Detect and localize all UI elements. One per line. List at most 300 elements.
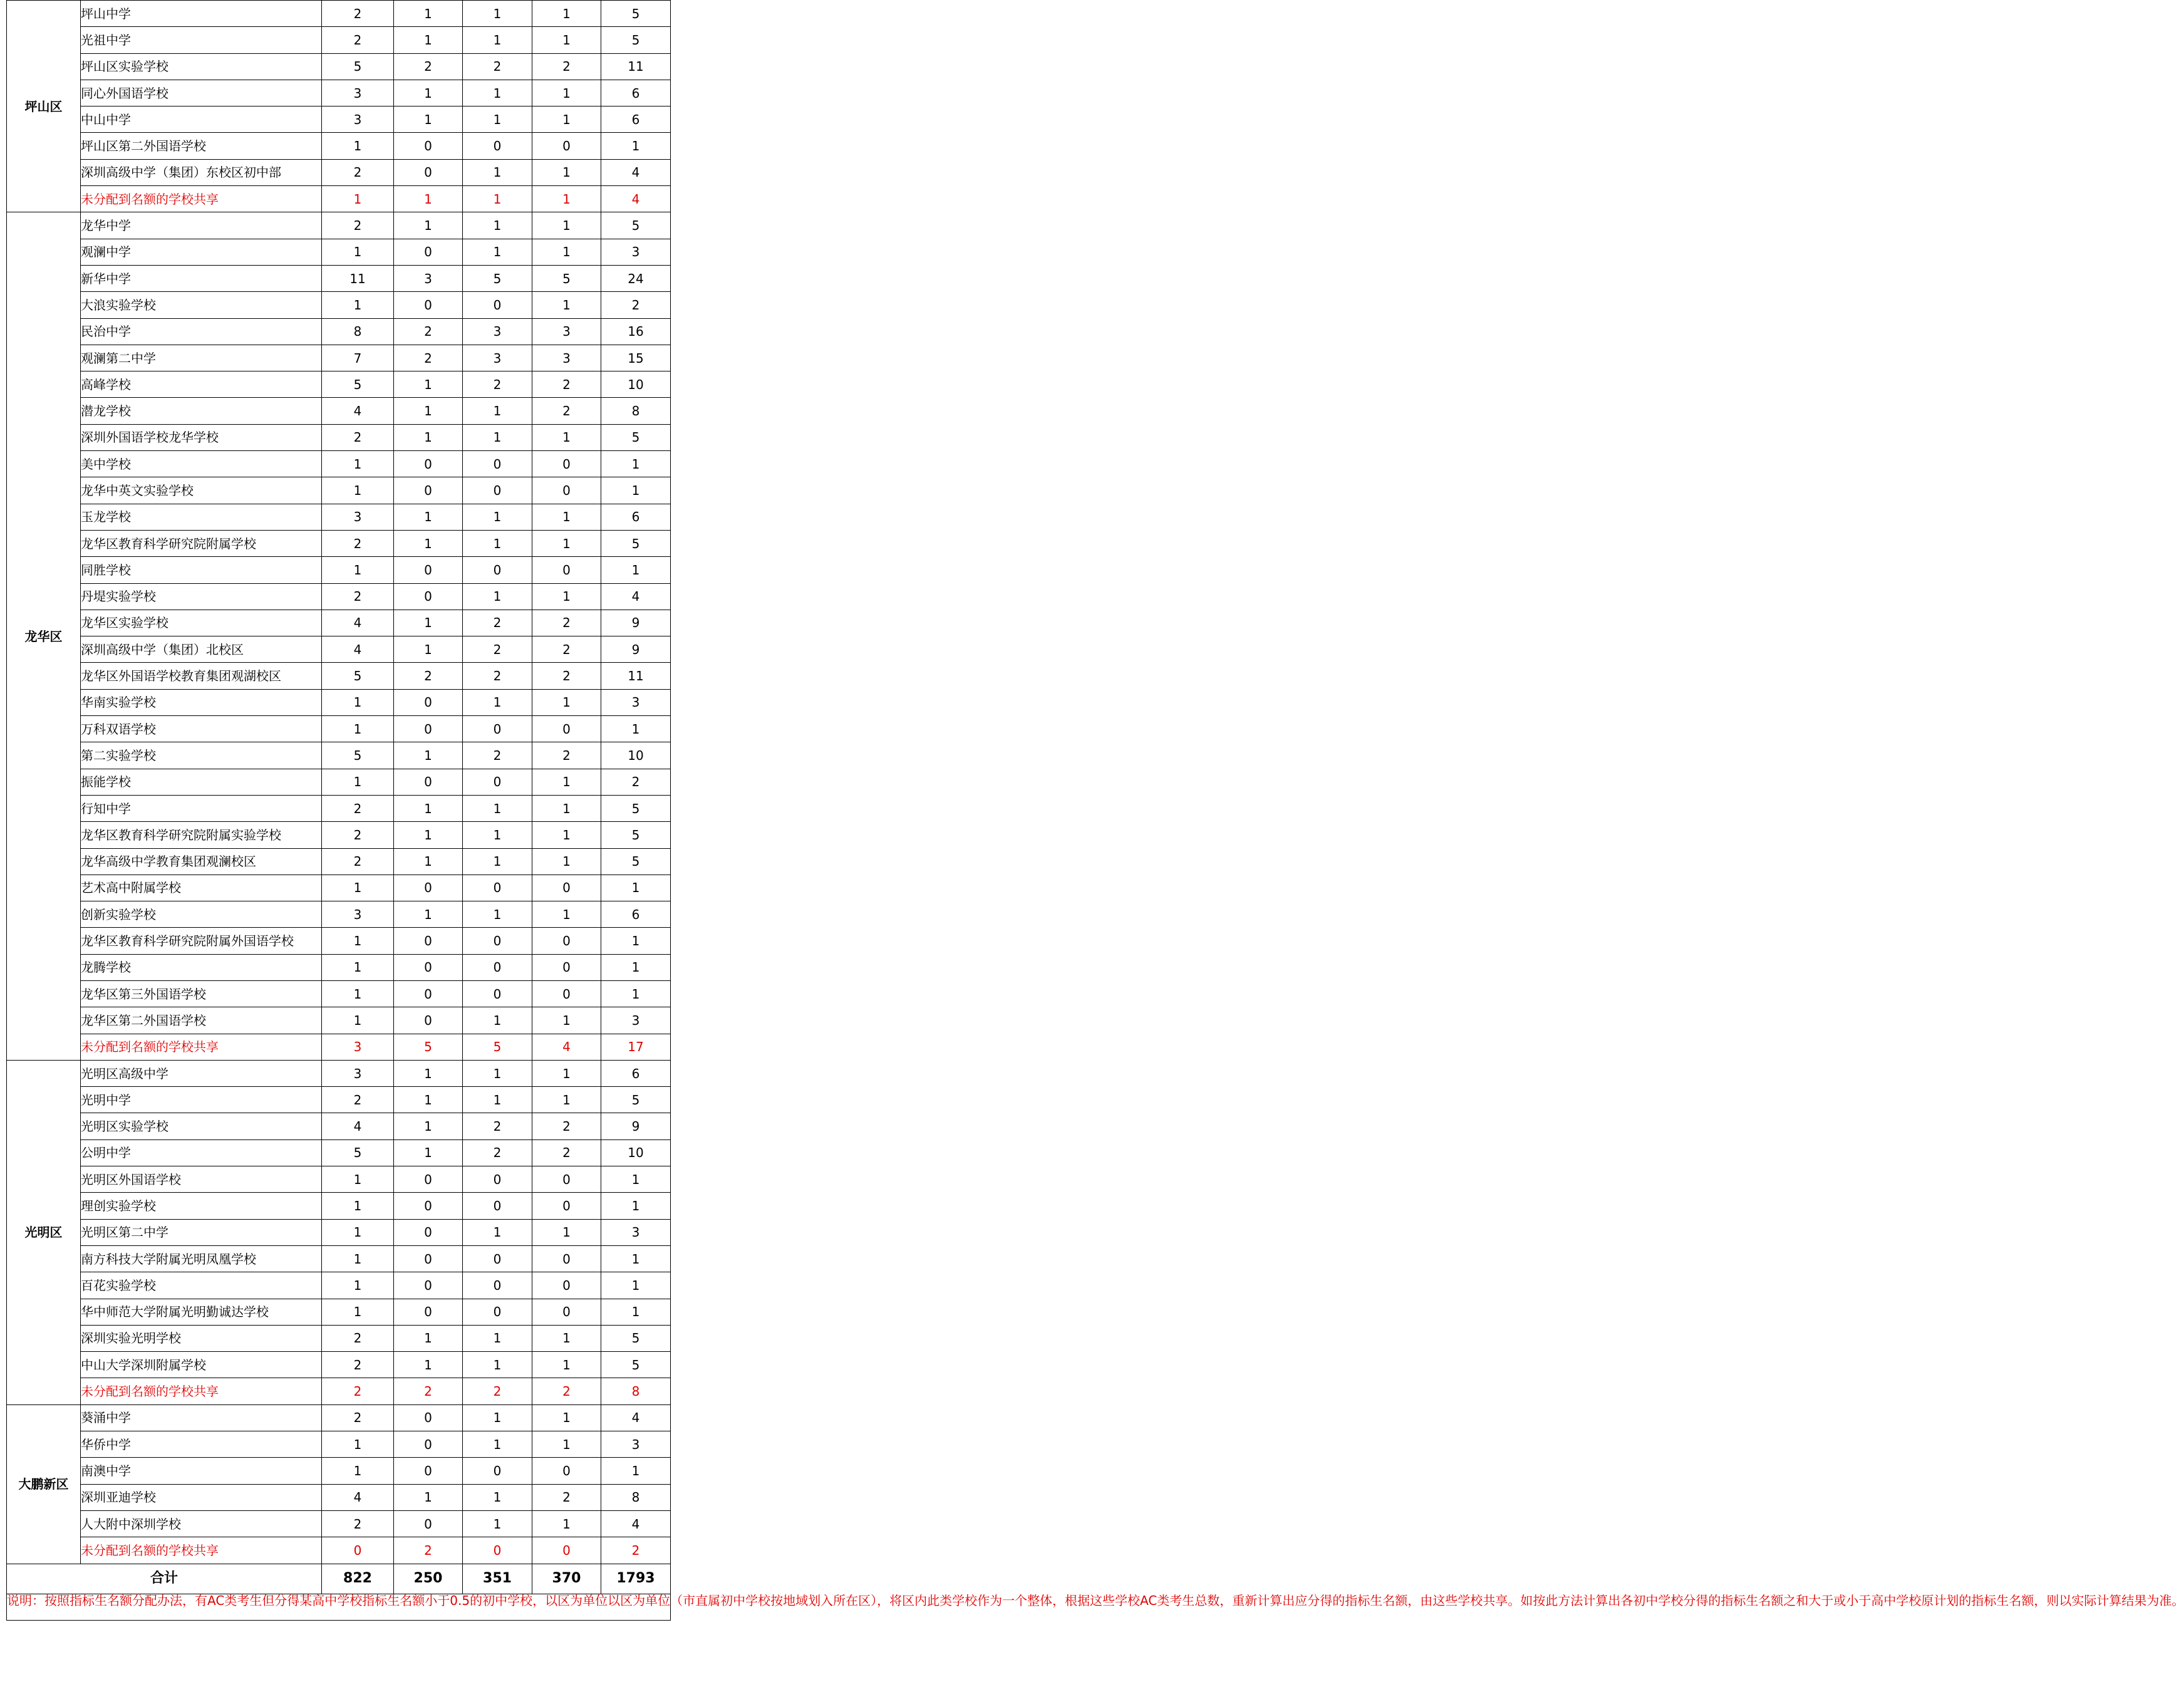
quota-cell: 1 (532, 901, 601, 928)
quota-cell: 2 (463, 636, 532, 663)
quota-cell: 3 (322, 901, 394, 928)
quota-cell: 0 (394, 1193, 463, 1219)
quota-cell: 0 (394, 133, 463, 159)
quota-cell: 0 (463, 557, 532, 583)
quota-cell: 3 (463, 345, 532, 371)
quota-cell: 0 (532, 1193, 601, 1219)
total-row (7, 1564, 671, 1594)
quota-cell: 1 (463, 848, 532, 875)
quota-cell: 1 (394, 186, 463, 212)
quota-cell: 1 (394, 1484, 463, 1510)
quota-cell: 1 (532, 795, 601, 821)
note-row (7, 1594, 671, 1620)
table-row (7, 1087, 671, 1113)
quota-cell: 5 (601, 1352, 671, 1378)
table-row (7, 1219, 671, 1245)
quota-cell: 0 (463, 477, 532, 504)
school-name: 振能学校 (81, 769, 322, 795)
quota-cell: 1 (394, 106, 463, 133)
school-name: 坪山区实验学校 (81, 53, 322, 80)
school-name: 华中师范大学附属光明勤诚达学校 (81, 1299, 322, 1325)
quota-cell: 4 (322, 610, 394, 636)
quota-cell: 2 (532, 742, 601, 769)
quota-cell: 1 (463, 795, 532, 821)
total-cell: 250 (394, 1564, 463, 1594)
school-name: 深圳外国语学校龙华学校 (81, 424, 322, 450)
quota-cell: 1 (463, 1352, 532, 1378)
quota-cell: 0 (394, 557, 463, 583)
table-row (7, 663, 671, 689)
quota-cell: 2 (394, 53, 463, 80)
table-row (7, 1060, 671, 1086)
quota-cell: 1 (532, 689, 601, 715)
quota-cell: 1 (601, 980, 671, 1007)
school-name: 光祖中学 (81, 27, 322, 53)
quota-cell: 4 (601, 583, 671, 610)
quota-cell: 4 (322, 1113, 394, 1139)
table-row (7, 106, 671, 133)
district-name: 坪山区 (7, 1, 81, 212)
quota-cell: 1 (322, 1007, 394, 1034)
quota-cell: 1 (463, 1510, 532, 1537)
quota-cell: 1 (532, 1007, 601, 1034)
quota-cell: 0 (532, 875, 601, 901)
quota-cell: 1 (394, 371, 463, 398)
quota-cell: 0 (532, 1166, 601, 1193)
school-name: 民治中学 (81, 318, 322, 345)
quota-cell: 1 (601, 1299, 671, 1325)
table-row (7, 292, 671, 318)
quota-cell: 0 (394, 239, 463, 265)
table-row (7, 1458, 671, 1484)
table-row (7, 1166, 671, 1193)
table-row (7, 1, 671, 27)
quota-cell: 11 (322, 265, 394, 291)
quota-cell: 2 (532, 1139, 601, 1166)
school-name: 第二实验学校 (81, 742, 322, 769)
quota-cell: 1 (394, 1352, 463, 1378)
quota-table (6, 0, 2184, 1621)
quota-cell: 2 (322, 159, 394, 185)
quota-cell: 0 (463, 769, 532, 795)
district-name: 光明区 (7, 1060, 81, 1404)
quota-cell: 0 (394, 1272, 463, 1299)
quota-cell: 1 (322, 557, 394, 583)
quota-cell: 1 (394, 80, 463, 106)
quota-cell: 1 (532, 186, 601, 212)
school-name: 龙华区实验学校 (81, 610, 322, 636)
quota-cell: 5 (532, 265, 601, 291)
table-row (7, 80, 671, 106)
school-name: 龙华中学 (81, 212, 322, 239)
quota-cell: 1 (532, 504, 601, 530)
quota-cell: 2 (532, 610, 601, 636)
quota-cell: 2 (322, 1, 394, 27)
quota-cell: 1 (463, 106, 532, 133)
quota-cell: 1 (322, 1193, 394, 1219)
table-row (7, 875, 671, 901)
quota-cell: 1 (394, 1139, 463, 1166)
quota-cell: 5 (601, 1087, 671, 1113)
quota-cell: 2 (532, 1484, 601, 1510)
table-row (7, 901, 671, 928)
table-row (7, 133, 671, 159)
quota-cell: 1 (322, 1219, 394, 1245)
quota-cell: 1 (532, 1, 601, 27)
quota-cell: 1 (394, 424, 463, 450)
school-name: 未分配到名额的学校共享 (81, 1378, 322, 1404)
quota-cell: 5 (601, 822, 671, 848)
quota-cell: 2 (463, 1113, 532, 1139)
quota-cell: 1 (532, 530, 601, 556)
quota-cell: 1 (394, 901, 463, 928)
quota-cell: 0 (394, 980, 463, 1007)
quota-cell: 1 (601, 477, 671, 504)
school-name: 龙华区外国语学校教育集团观湖校区 (81, 663, 322, 689)
quota-cell: 0 (532, 477, 601, 504)
quota-cell: 1 (601, 954, 671, 980)
quota-cell: 1 (601, 1166, 671, 1193)
quota-cell: 0 (394, 477, 463, 504)
school-name: 玉龙学校 (81, 504, 322, 530)
school-name: 美中学校 (81, 451, 322, 477)
quota-cell: 17 (601, 1034, 671, 1060)
quota-cell: 2 (532, 371, 601, 398)
quota-cell: 0 (394, 1219, 463, 1245)
quota-cell: 1 (532, 239, 601, 265)
quota-cell: 5 (601, 1, 671, 27)
quota-cell: 6 (601, 106, 671, 133)
table-row (7, 159, 671, 185)
quota-cell: 0 (532, 716, 601, 742)
quota-cell: 1 (532, 292, 601, 318)
quota-cell: 5 (394, 1034, 463, 1060)
school-name: 创新实验学校 (81, 901, 322, 928)
quota-cell: 3 (322, 106, 394, 133)
quota-cell: 1 (601, 716, 671, 742)
school-name: 公明中学 (81, 1139, 322, 1166)
quota-cell: 1 (463, 504, 532, 530)
quota-cell: 1 (322, 1272, 394, 1299)
quota-cell: 9 (601, 1113, 671, 1139)
quota-cell: 1 (532, 159, 601, 185)
quota-cell: 10 (601, 1139, 671, 1166)
quota-cell: 1 (322, 1245, 394, 1272)
quota-cell: 10 (601, 742, 671, 769)
school-name: 中山中学 (81, 106, 322, 133)
quota-cell: 1 (532, 1325, 601, 1351)
table-row (7, 1113, 671, 1139)
quota-cell: 1 (532, 769, 601, 795)
quota-cell: 1 (532, 424, 601, 450)
quota-cell: 1 (463, 1219, 532, 1245)
quota-cell: 1 (601, 451, 671, 477)
school-name: 龙腾学校 (81, 954, 322, 980)
quota-cell: 0 (532, 557, 601, 583)
quota-cell: 1 (394, 1060, 463, 1086)
quota-cell: 1 (394, 1113, 463, 1139)
school-name: 龙华中英文实验学校 (81, 477, 322, 504)
table-row (7, 451, 671, 477)
school-name: 南澳中学 (81, 1458, 322, 1484)
quota-cell: 2 (601, 1537, 671, 1564)
school-name: 龙华区教育科学研究院附属外国语学校 (81, 928, 322, 954)
table-row (7, 265, 671, 291)
quota-cell: 1 (394, 848, 463, 875)
table-row (7, 212, 671, 239)
quota-cell: 0 (394, 1299, 463, 1325)
quota-cell: 2 (322, 212, 394, 239)
quota-cell: 8 (601, 1484, 671, 1510)
quota-cell: 3 (322, 1060, 394, 1086)
quota-cell: 0 (532, 451, 601, 477)
quota-cell: 0 (532, 1272, 601, 1299)
quota-cell: 1 (532, 1060, 601, 1086)
table-row (7, 1299, 671, 1325)
quota-cell: 2 (463, 53, 532, 80)
table-row (7, 1510, 671, 1537)
quota-cell: 0 (532, 1245, 601, 1272)
school-name: 深圳高级中学（集团）北校区 (81, 636, 322, 663)
quota-cell: 0 (532, 928, 601, 954)
quota-cell: 2 (601, 769, 671, 795)
quota-cell: 5 (601, 1325, 671, 1351)
quota-cell: 0 (463, 1245, 532, 1272)
quota-cell: 1 (322, 954, 394, 980)
quota-cell: 5 (322, 1139, 394, 1166)
quota-cell: 1 (394, 822, 463, 848)
school-name: 深圳实验光明学校 (81, 1325, 322, 1351)
table-row (7, 557, 671, 583)
school-name: 光明区高级中学 (81, 1060, 322, 1086)
table-row (7, 848, 671, 875)
table-row (7, 954, 671, 980)
quota-cell: 1 (532, 583, 601, 610)
quota-cell: 2 (394, 1378, 463, 1404)
quota-cell: 0 (463, 716, 532, 742)
quota-cell: 0 (532, 1458, 601, 1484)
quota-cell: 0 (394, 451, 463, 477)
quota-cell: 2 (394, 663, 463, 689)
school-name: 观澜第二中学 (81, 345, 322, 371)
quota-cell: 11 (601, 53, 671, 80)
school-name: 观澜中学 (81, 239, 322, 265)
quota-cell: 2 (322, 1378, 394, 1404)
school-name: 光明区外国语学校 (81, 1166, 322, 1193)
school-name: 未分配到名额的学校共享 (81, 1034, 322, 1060)
quota-cell: 4 (322, 1484, 394, 1510)
quota-cell: 5 (601, 212, 671, 239)
quota-cell: 5 (463, 1034, 532, 1060)
quota-cell: 0 (394, 1431, 463, 1458)
quota-cell: 1 (601, 133, 671, 159)
quota-cell: 15 (601, 345, 671, 371)
quota-cell: 2 (322, 27, 394, 53)
quota-cell: 1 (463, 1, 532, 27)
quota-cell: 1 (463, 1007, 532, 1034)
quota-cell: 2 (322, 1087, 394, 1113)
quota-cell: 1 (394, 212, 463, 239)
table-row (7, 53, 671, 80)
school-name: 同心外国语学校 (81, 80, 322, 106)
quota-cell: 0 (394, 769, 463, 795)
quota-cell: 0 (394, 1404, 463, 1431)
table-row (7, 239, 671, 265)
quota-cell: 16 (601, 318, 671, 345)
table-body (7, 1, 2184, 1621)
quota-cell: 1 (532, 1404, 601, 1431)
table-row (7, 689, 671, 715)
school-name: 未分配到名额的学校共享 (81, 186, 322, 212)
school-name: 坪山区第二外国语学校 (81, 133, 322, 159)
quota-cell: 4 (601, 1510, 671, 1537)
school-name: 南方科技大学附属光明凤凰学校 (81, 1245, 322, 1272)
quota-cell: 2 (322, 1325, 394, 1351)
quota-cell: 5 (601, 530, 671, 556)
quota-cell: 2 (463, 1139, 532, 1166)
quota-cell: 1 (463, 901, 532, 928)
quota-cell: 6 (601, 504, 671, 530)
table-row (7, 1272, 671, 1299)
quota-cell: 2 (463, 1378, 532, 1404)
table-row (7, 398, 671, 424)
quota-cell: 3 (601, 689, 671, 715)
school-name: 未分配到名额的学校共享 (81, 1537, 322, 1564)
quota-cell: 0 (394, 1458, 463, 1484)
quota-cell: 1 (394, 1325, 463, 1351)
quota-cell: 2 (601, 292, 671, 318)
quota-cell: 0 (463, 1166, 532, 1193)
school-name: 龙华高级中学教育集团观澜校区 (81, 848, 322, 875)
quota-cell: 1 (463, 80, 532, 106)
total-cell: 370 (532, 1564, 601, 1594)
quota-cell: 1 (322, 980, 394, 1007)
table-row (7, 504, 671, 530)
quota-cell: 6 (601, 80, 671, 106)
table-row (7, 1484, 671, 1510)
quota-cell: 1 (322, 451, 394, 477)
school-name: 行知中学 (81, 795, 322, 821)
total-cell: 351 (463, 1564, 532, 1594)
quota-cell: 1 (532, 1219, 601, 1245)
school-name: 人大附中深圳学校 (81, 1510, 322, 1537)
quota-cell: 9 (601, 636, 671, 663)
quota-cell: 0 (463, 1537, 532, 1564)
note-text: 说明：按照指标生名额分配办法，有AC类考生但分得某高中学校指标生名额小于0.5的初中学校，以区为单位以区为单位（市直属初中学校按地域划入所在区），将区内此类学校作为一个整体，根据这些学校AC类考生总数，重新计算出应分得的指标生名额，由这些学校共享。如按此方法计算出各初中学校分得的指标生名额之和大于或小于高中学校原计划的指标生名额，则以实际计算结果为准。 (7, 1594, 671, 1620)
quota-cell: 2 (322, 583, 394, 610)
quota-cell: 8 (601, 1378, 671, 1404)
quota-cell: 1 (322, 292, 394, 318)
quota-cell: 0 (463, 1299, 532, 1325)
quota-cell: 4 (532, 1034, 601, 1060)
quota-cell: 1 (463, 1404, 532, 1431)
quota-cell: 8 (601, 398, 671, 424)
quota-cell: 0 (532, 1537, 601, 1564)
quota-cell: 1 (463, 1087, 532, 1113)
quota-cell: 1 (394, 1, 463, 27)
quota-cell: 1 (463, 689, 532, 715)
quota-cell: 0 (463, 954, 532, 980)
district-name: 龙华区 (7, 212, 81, 1061)
table-row (7, 345, 671, 371)
quota-cell: 5 (601, 424, 671, 450)
quota-cell: 1 (322, 186, 394, 212)
quota-cell: 1 (463, 1484, 532, 1510)
quota-cell: 2 (322, 530, 394, 556)
quota-cell: 0 (532, 980, 601, 1007)
table-row (7, 610, 671, 636)
quota-cell: 0 (394, 1245, 463, 1272)
quota-cell: 4 (601, 159, 671, 185)
quota-cell: 0 (394, 954, 463, 980)
quota-cell: 3 (601, 239, 671, 265)
quota-cell: 1 (463, 159, 532, 185)
quota-cell: 2 (532, 398, 601, 424)
quota-cell: 1 (322, 477, 394, 504)
school-name: 潜龙学校 (81, 398, 322, 424)
quota-cell: 0 (532, 954, 601, 980)
quota-cell: 1 (601, 928, 671, 954)
quota-cell: 2 (463, 663, 532, 689)
quota-cell: 5 (322, 742, 394, 769)
shared-quota-row (7, 1537, 671, 1564)
quota-cell: 1 (532, 1510, 601, 1537)
quota-cell: 2 (532, 1378, 601, 1404)
quota-cell: 1 (394, 530, 463, 556)
quota-cell: 1 (463, 424, 532, 450)
quota-cell: 1 (394, 742, 463, 769)
table-row (7, 1139, 671, 1166)
table-row (7, 318, 671, 345)
quota-cell: 1 (463, 530, 532, 556)
quota-cell: 2 (322, 1510, 394, 1537)
quota-cell: 3 (322, 504, 394, 530)
quota-cell: 0 (394, 689, 463, 715)
quota-cell: 1 (322, 1458, 394, 1484)
quota-cell: 1 (532, 27, 601, 53)
quota-cell: 3 (601, 1431, 671, 1458)
school-name: 深圳高级中学（集团）东校区初中部 (81, 159, 322, 185)
quota-cell: 1 (532, 106, 601, 133)
quota-cell: 1 (463, 1431, 532, 1458)
school-name: 艺术高中附属学校 (81, 875, 322, 901)
table-row (7, 1193, 671, 1219)
table-row (7, 716, 671, 742)
quota-cell: 0 (394, 292, 463, 318)
table-row (7, 1404, 671, 1431)
school-name: 光明区实验学校 (81, 1113, 322, 1139)
quota-cell: 1 (322, 1166, 394, 1193)
school-name: 同胜学校 (81, 557, 322, 583)
quota-cell: 1 (394, 610, 463, 636)
quota-cell: 2 (322, 848, 394, 875)
quota-cell: 6 (601, 1060, 671, 1086)
school-name: 新华中学 (81, 265, 322, 291)
table-row (7, 1245, 671, 1272)
quota-cell: 1 (394, 504, 463, 530)
quota-cell: 0 (463, 1272, 532, 1299)
quota-cell: 2 (322, 822, 394, 848)
quota-cell: 5 (322, 371, 394, 398)
quota-cell: 3 (601, 1219, 671, 1245)
quota-cell: 5 (601, 27, 671, 53)
quota-cell: 0 (463, 1458, 532, 1484)
quota-cell: 2 (532, 1113, 601, 1139)
quota-cell: 0 (463, 292, 532, 318)
quota-cell: 1 (322, 716, 394, 742)
table-row (7, 1007, 671, 1034)
quota-cell: 1 (394, 1087, 463, 1113)
